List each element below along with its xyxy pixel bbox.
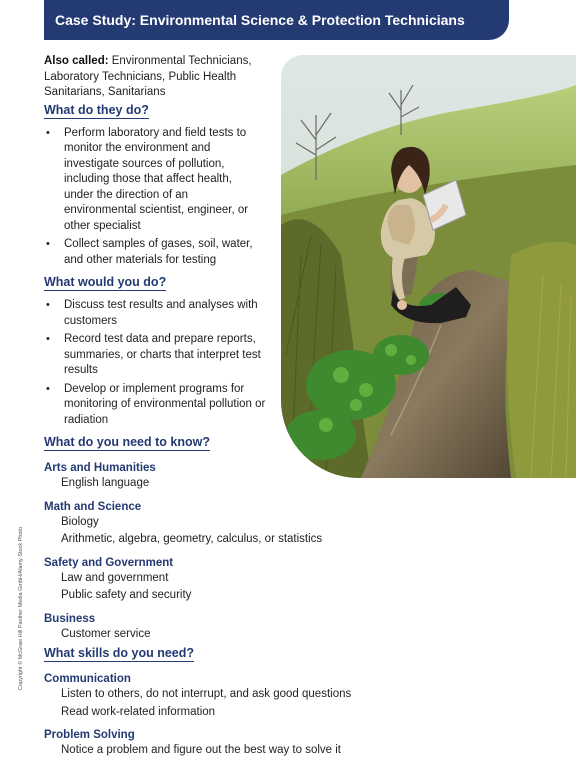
list-item: Biology: [61, 515, 99, 528]
heading-skills: What skills do you need?: [44, 646, 195, 660]
list-item: • Record test data and prepare reports, summaries, or charts that interpret test results: [44, 332, 276, 379]
list-item: • Discuss test results and analyses with customers: [44, 298, 276, 329]
heading-what-would-you-do: What would you do?: [44, 275, 167, 289]
also-called-label: Also called:: [44, 55, 109, 67]
list-item: Public safety and security: [61, 589, 192, 601]
category-problem-solving: [44, 728, 514, 759]
category-label: Problem Solving: [44, 729, 135, 741]
what-would-list: [44, 298, 276, 428]
page-title: Case Study: Environmental Science & Protection Technicians: [55, 12, 465, 28]
list-item: Arithmetic, algebra, geometry, calculus, or statistics: [61, 533, 323, 545]
also-called-text: Environmental Technicians, Laboratory Technicians, Public Health Sanitarians, Sanitarians: [44, 55, 252, 98]
list-item: Read work-related information: [61, 705, 216, 718]
heading-what-do-they-do: What do they do?: [44, 102, 149, 117]
category-label: Math and Science: [44, 500, 142, 513]
skills-section: [44, 646, 514, 759]
list-item: • Perform laboratory and field tests to monitor the environment and investigate sources of pollution, including those that affect health, under the direction of an environmental scientist, engineer, or other specialist: [44, 126, 254, 235]
category-communication: [44, 672, 514, 720]
category-label: Safety and Government: [44, 556, 174, 569]
heading-need-to-know: What do you need to know?: [44, 435, 210, 449]
also-called: [44, 54, 272, 101]
list-item: Listen to others, do not interrupt, and ask good questions: [61, 688, 352, 700]
list-item: Customer service: [61, 627, 151, 640]
category-safety: [44, 556, 514, 604]
category-business: [44, 612, 514, 643]
what-do-list: [44, 126, 254, 269]
category-label: Arts and Humanities: [44, 462, 156, 474]
category-label: Business: [44, 612, 96, 625]
list-item: • Collect samples of gases, soil, water, and other materials for testing: [44, 237, 254, 268]
category-label: Communication: [44, 673, 131, 685]
list-item: • Develop or implement programs for monitoring of environmental pollution or radiation: [44, 382, 276, 429]
list-item: English language: [61, 477, 150, 489]
list-item: Notice a problem and figure out the best way to solve it: [61, 744, 341, 756]
technician-stream-photo: [281, 55, 576, 478]
copyright-credit: Copyright © McGraw Hill Panther Media GmbH/Alamy Stock Photo: [18, 527, 24, 690]
list-item: Law and government: [61, 571, 169, 584]
category-math: [44, 500, 514, 548]
photo-illustration: [281, 55, 576, 478]
title-banner: [44, 0, 509, 40]
